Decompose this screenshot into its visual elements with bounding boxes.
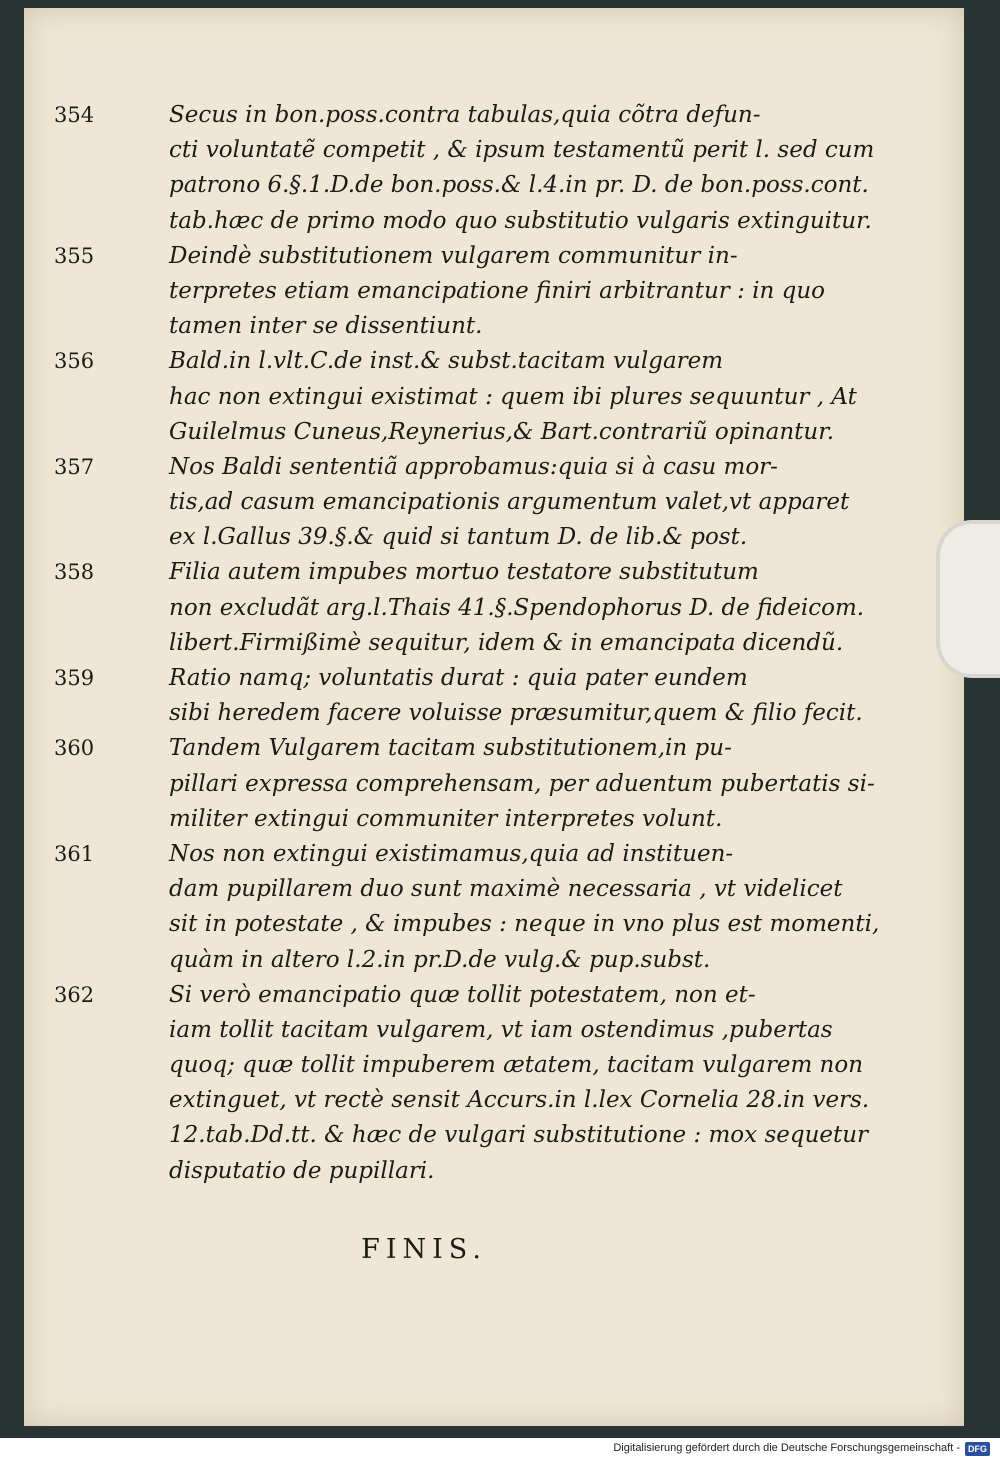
book-page bbox=[24, 8, 964, 1426]
text-line bbox=[54, 415, 835, 450]
text-line bbox=[54, 344, 794, 379]
text-line bbox=[54, 661, 794, 696]
line-text: Ratio namq; voluntatis durat : quia pater eundem bbox=[169, 665, 748, 691]
text-line bbox=[54, 1048, 864, 1083]
text-line bbox=[54, 731, 794, 766]
line-text: Filia autem impubes mortuo testatore substitutum bbox=[169, 559, 759, 586]
line-text: 12.tab.Dd.tt. & hæc de vulgari substitutione : mox sequetur bbox=[169, 1122, 869, 1149]
footer-bar bbox=[0, 1438, 1000, 1461]
footer-credit: Digitalisierung gefördert durch die Deutsche Forschungsgemeinschaft - bbox=[613, 1442, 960, 1454]
paragraph-number: 362 bbox=[54, 982, 95, 1007]
finis-label: FINIS. bbox=[361, 1234, 487, 1265]
paragraph-number: 356 bbox=[54, 349, 95, 374]
line-text: disputatio de pupillari. bbox=[169, 1157, 435, 1184]
dfg-logo: DFG bbox=[965, 1442, 990, 1456]
text-line bbox=[54, 380, 857, 415]
line-text: tamen inter se dissentiunt. bbox=[169, 313, 483, 340]
text-line bbox=[54, 591, 865, 626]
line-text: militer extingui communiter interpretes volunt. bbox=[169, 805, 723, 832]
paragraph-number: 354 bbox=[54, 103, 95, 127]
line-text: sibi heredem facere voluisse præsumitur,quem & filio fecit. bbox=[169, 700, 863, 727]
paragraph-number: 358 bbox=[54, 560, 95, 585]
line-text: Nos non extingui existimamus,quia ad instituen- bbox=[169, 840, 734, 867]
line-text: Si verò emancipatio quæ tollit potestatem, non et- bbox=[169, 981, 756, 1008]
line-text: Guilelmus Cuneus,Reynerius,& Bart.contrariũ opinantur. bbox=[169, 418, 835, 445]
line-text: non excludãt arg.l.Thais 41.§.Spendophorus D. de fideicom. bbox=[169, 594, 865, 621]
text-block bbox=[54, 98, 880, 1189]
line-text: libert.Firmißimè sequitur, idem & in emancipata dicendũ. bbox=[169, 629, 844, 656]
line-text: Secus in bon.poss.contra tabulas,quia cõtra defun- bbox=[169, 102, 761, 128]
text-line bbox=[54, 837, 794, 872]
line-text: patrono 6.§.1.D.de bon.poss.& l.4.in pr. D. de bon.poss.cont. bbox=[169, 172, 869, 199]
line-text: tis,ad casum emancipationis argumentum valet,vt apparet bbox=[169, 489, 850, 516]
text-line bbox=[54, 978, 794, 1013]
paragraph-number: 355 bbox=[54, 243, 95, 268]
line-text: ex l.Gallus 39.§.& quid si tantum D. de lib.& post. bbox=[169, 524, 748, 551]
line-text: Bald.in l.vlt.C.de inst.& subst.tacitam vulgarem bbox=[169, 348, 724, 375]
text-line bbox=[54, 1083, 870, 1118]
text-line bbox=[54, 204, 872, 239]
text-line bbox=[54, 907, 880, 942]
line-text: hac non extingui existimat : quem ibi plures sequuntur , At bbox=[169, 383, 857, 410]
text-line bbox=[54, 450, 794, 485]
text-line bbox=[54, 696, 863, 731]
text-line bbox=[54, 485, 850, 520]
paragraph-number: 360 bbox=[54, 736, 95, 761]
text-line bbox=[54, 239, 794, 274]
text-line bbox=[54, 309, 794, 344]
line-text: Deindè substitutionem vulgarem communitur in- bbox=[169, 242, 738, 269]
line-text: Tandem Vulgarem tacitam substitutionem,in pu- bbox=[169, 735, 732, 762]
line-text: sit in potestate , & impubes : neque in vno plus est momenti, bbox=[169, 911, 880, 938]
text-line bbox=[54, 168, 869, 203]
line-text: Nos Baldi sententiã approbamus:quia si à casu mor- bbox=[169, 453, 778, 480]
paragraph-number: 359 bbox=[54, 666, 95, 690]
line-text: pillari expressa comprehensam, per aduentum pubertatis si- bbox=[169, 770, 875, 797]
text-line bbox=[54, 274, 825, 309]
line-text: cti voluntatẽ competit , & ipsum testamentũ perit l. sed cum bbox=[169, 137, 875, 164]
paragraph-number: 357 bbox=[54, 454, 95, 479]
text-line bbox=[54, 520, 794, 555]
line-text: quàm in altero l.2.in pr.D.de vulg.& pup.subst. bbox=[169, 946, 711, 973]
line-text: dam pupillarem duo sunt maximè necessaria , vt videlicet bbox=[169, 876, 843, 903]
text-line bbox=[54, 872, 843, 907]
line-text: extinguet, vt rectè sensit Accurs.in l.lex Cornelia 28.in vers. bbox=[169, 1087, 870, 1114]
text-line bbox=[54, 943, 794, 978]
text-line bbox=[54, 802, 794, 837]
text-line bbox=[54, 98, 794, 133]
text-line bbox=[54, 555, 794, 590]
text-line bbox=[54, 1013, 833, 1048]
text-line bbox=[54, 767, 875, 802]
line-text: quoq; quæ tollit impuberem ætatem, tacitam vulgarem non bbox=[169, 1052, 864, 1079]
line-text: terpretes etiam emancipatione finiri arbitrantur : in quo bbox=[169, 277, 825, 304]
text-line bbox=[54, 133, 875, 168]
page-tab-marker bbox=[936, 520, 1000, 678]
text-line bbox=[54, 1118, 869, 1153]
text-line bbox=[54, 626, 844, 661]
line-text: iam tollit tacitam vulgarem, vt iam ostendimus ,pubertas bbox=[169, 1016, 833, 1043]
line-text: tab.hæc de primo modo quo substitutio vulgaris extinguitur. bbox=[169, 207, 872, 234]
paragraph-number: 361 bbox=[54, 841, 95, 866]
text-line bbox=[54, 1154, 794, 1189]
